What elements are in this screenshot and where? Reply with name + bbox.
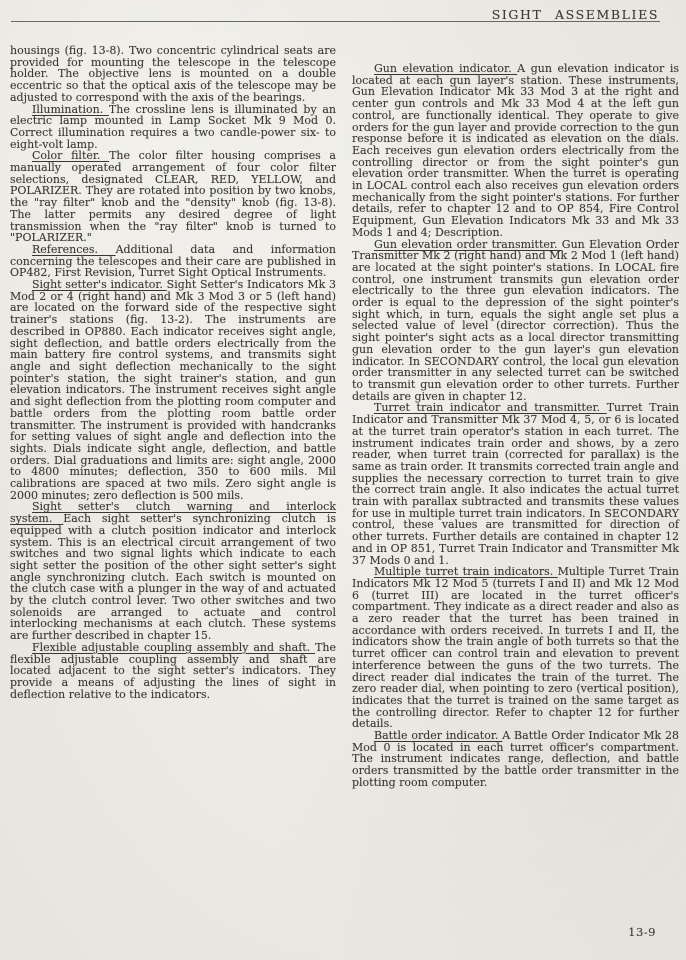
paragraph-text: Turret Train Indicator and Transmitter Mk 37 Mod 4, 5, or 6 is located at the turret train operator's station in each turret. The instrument indicates train order and shows, by a zero reader, when turret train (corrected for parallax) is the same as train order. It transmits corrected train angle and supplies the necessary correction to turret train to give the correct train angle. It also indicates the actual turret train with parallax subtracted and transmits these values for use in multiple turret train indicators. In SECONDARY control, these values are transmitted for direction of other turrets. Further details are contained in chapter 12 and in OP 851, Turret Train Indicator and Transmitter Mk 37 Mods 0 and 1.: [352, 401, 680, 567]
paragraph-housings-continuation: [10, 45, 336, 104]
paragraph-color-filter: [10, 150, 336, 244]
header-rule: [11, 21, 660, 22]
paragraph-text: The flexible adjustable coupling assembly and shaft are located adjacent to the sight setter's indicators. They provide a means of adjusting the lines of sight in deflection relative to the indicators.: [10, 640, 336, 701]
paragraph-heading: Turret train indicator and transmitter.: [374, 401, 601, 415]
paragraph-text: A Battle Order Indicator Mk 28 Mod 0 is located in each turret officer's compartment. The instrument indicates range, deflection, and battle orders transmitted by the battle order transmitter in the plotting room computer.: [352, 729, 679, 789]
right-column: [352, 63, 679, 789]
paragraph-heading: Battle order indicator.: [374, 729, 499, 743]
paragraph-clutch-warning-interlock: [10, 501, 336, 641]
paragraph-sight-setters-indicator: [10, 279, 336, 501]
paragraph-heading: Flexible adjustable coupling assembly and shaft.: [32, 640, 311, 654]
paragraph-heading: Gun elevation indicator.: [374, 62, 512, 75]
paragraph-heading: Sight setter's clutch warning and interlock system.: [10, 500, 336, 526]
paragraph-heading: Illumination.: [32, 102, 104, 116]
paragraph-text: A gun elevation indicator is located at each gun layer's station. These instruments, Gun Elevation Indicator Mk 33 Mod 3 at the right and center gun controls and Mk 33 Mod 4 at the left gun control, are functionally identical. They operate to give orders for the gun layer and provide correction to the gun response before it is indicated as elevation on the dials. Each receives gun elevation orders electrically from the controlling director or from the sight pointer's gun elevation order transmitter. When the turret is operating in LOCAL control each also receives gun elevation orders mechanically from the sight pointer's stations. For further details, refer to chapter 12 and to OP 854, Fire Control Equipment, Gun Elevation Indicators Mk 33 and Mk 33 Mods 1 and 4; Description.: [352, 62, 679, 239]
paragraph-heading: Sight setter's indicator.: [32, 278, 163, 292]
running-header-title: SIGHT ASSEMBLIES: [491, 7, 659, 22]
paragraph-flexible-coupling: [10, 642, 336, 701]
paragraph-text: The color filter housing comprises a manually operated arrangement of four color filter selections, designated CLEAR, RED, YELLOW, and POLARIZER. They are rotated into position by two knobs, the "ray filter" knob and the "density" knob (fig. 13-8). The latter permits any desired degree of light transmission when the "ray filter" knob is turned to "POLARIZER.": [10, 149, 336, 245]
paragraph-battle-order-indicator: [352, 730, 679, 789]
paragraph-heading: References.: [32, 242, 99, 256]
page-number: 13-9: [628, 925, 656, 939]
left-column: [10, 45, 336, 700]
paragraph-text: Sight Setter's Indicators Mk 3 Mod 2 or 4 (right hand) and Mk 3 Mod 3 or 5 (left hand) are located on the forward side of the respective sight trainer's stations (fig. 13-2). The instruments are described in OP880. Each indicator receives sight angle, sight deflection, and battle orders electrically from the main battery fire control systems, and transmits sight angle and sight deflection mechanically to the sight pointer's station, the sight trainer's station, and gun elevation indicators. The instrument receives sight angle and sight deflection from the plotting room computer and battle orders from the plotting room battle order transmitter. The instrument is provided with handcranks for setting values of sight angle and deflection into the sights. Dials indicate sight angle, deflection, and battle orders. Dial graduations and limits are: sight angle, 2000 to 4800 minutes; deflection, 350 to 600 mils. Mil calibrations are spaced at two mils. Zero sight angle is 2000 minutes; zero deflection is 500 mils.: [10, 278, 337, 502]
paragraph-text: The crossline lens is illuminated by an electric lamp mounted in Lamp Socket Mk 9 Mod 0. Correct illumination requires a two candle-power six- to eight-volt lamp.: [10, 102, 336, 151]
paragraph-text: Additional data and information concerning the telescopes and their care are published in OP482, First Revision, Turret Sight Optical Instruments.: [10, 242, 336, 280]
paragraph-heading: Color filter.: [32, 149, 101, 163]
paragraph-illumination: [10, 104, 336, 151]
paragraph-heading: Multiple turret train indicators.: [374, 565, 554, 579]
paragraph-references: [10, 244, 336, 279]
paragraph-text: Each sight setter's synchronizing clutch is equipped with a clutch position indicator and interlock system. This is an electrical circuit arrangement of two switches and two signal lights which indicate to each sight setter the position of the other sight setter's sight angle synchronizing clutch. Each switch is mounted on the clutch case with a plunger in the way of and actuated by the clutch control lever. Two other switches and two solenoids are arranged to actuate and control interlocking mechanisms at each clutch. These systems are further described in chapter 15.: [10, 512, 336, 643]
paragraph-gun-elevation-indicator: [352, 63, 679, 239]
paragraph-turret-train-indicator: [352, 402, 679, 566]
paragraph-text: Gun Elevation Order Transmitter Mk 2 (right hand) and Mk 2 Mod 1 (left hand) are located at the sight pointer's stations. In LOCAL fire control, one instrument transmits gun elevation order electrically to the three gun elevation indicators. The order is equal to the depression of the sight pointer's sight which, in turn, equals the sight angle set plus a selected value of level (director correction). Thus the sight pointer's sight acts as a local director transmitting gun elevation order to the gun layer's gun elevation indicator. In SECONDARY control, the local gun elevation order transmitter in any selected turret can be switched to transmit gun elevation order to other turrets. Further details are given in chapter 12.: [352, 237, 680, 403]
paragraph-multiple-turret-train-indicators: [352, 566, 679, 730]
paragraph-text: housings (fig. 13-8). Two concentric cylindrical seats are provided for mounting the telescope in the telescope holder. The objective lens is mounted on a double eccentric so that the optical axis of the telescope may be adjusted to correspond with the axis of the bearings.: [10, 44, 336, 104]
paragraph-heading: Gun elevation order transmitter.: [374, 237, 558, 251]
paragraph-text: Multiple Turret Train Indicators Mk 12 Mod 5 (turrets I and II) and Mk 12 Mod 6 (turret III) are located in the turret officer's compartment. They indicate as a direct reader and also as a zero reader that the turret has been trained in accordance with orders received. In turrets I and II, the indicators show the train angle of both turrets so that the turret officer can control train and elevation to prevent interference between the guns of the two turrets. The direct reader dial indicates the train of the turret. The zero reader dial, when pointing to zero (vertical position), indicates that the turret is trained on the same target as the controlling director. Refer to chapter 12 for further details.: [352, 565, 680, 731]
paragraph-gun-elevation-order-transmitter: [352, 239, 679, 403]
